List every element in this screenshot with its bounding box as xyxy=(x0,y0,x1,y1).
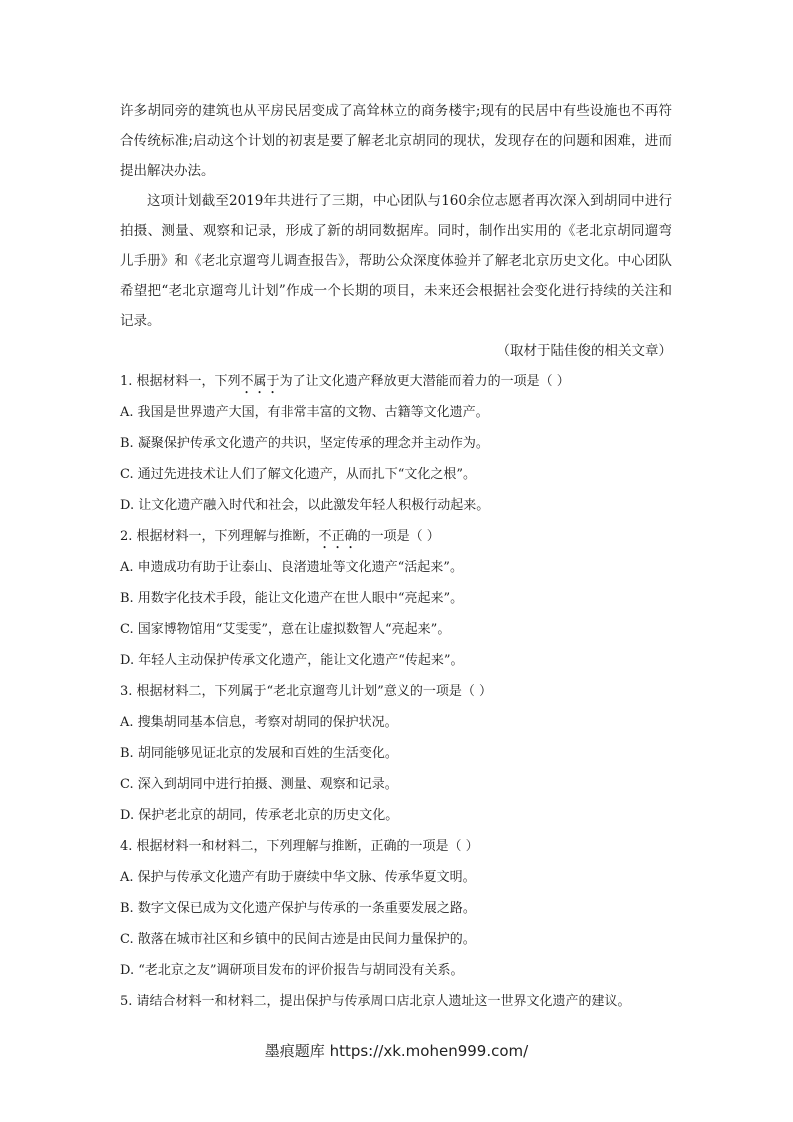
question-3-option-c: C. 深入到胡同中进行拍摄、测量、观察和记录。 xyxy=(120,777,398,792)
question-2-stem: 2. 根据材料一，下列理解与推断，不正确的一项是（ ） xyxy=(120,529,440,544)
question-1-option-b: B. 凝聚保护传承文化遗产的共识，坚定传承的理念并主动作为。 xyxy=(120,436,489,451)
question-3-option-b: B. 胡同能够见证北京的发展和百姓的生活变化。 xyxy=(120,746,398,761)
question-1-stem: 1. 根据材料一，下列不属于为了让文化遗产释放更大潜能而着力的一项是（ ） xyxy=(120,374,570,389)
question-2-option-a: A. 申遗成功有助于让泰山、良渚遗址等文化遗产“活起来”。 xyxy=(120,560,463,575)
watermark-footer: 墨痕题库 https://xk.mohen999.com/ xyxy=(264,1042,529,1060)
emphasis-text: 不属于 xyxy=(240,374,280,389)
question-1-option-a: A. 我国是世界遗产大国，有非常丰富的文物、古籍等文化遗产。 xyxy=(120,405,489,420)
emphasis-text: 不正确 xyxy=(318,529,358,544)
question-4-stem: 4. 根据材料一和材料二，下列理解与推断，正确的一项是（ ） xyxy=(120,839,479,854)
question-3-option-a: A. 搜集胡同基本信息，考察对胡同的保护状况。 xyxy=(120,715,398,730)
source-attribution: （取材于陆佳俊的相关文章） xyxy=(496,343,672,359)
passage-paragraph-2: 这项计划截至2019年共进行了三期，中心团队与160余位志愿者再次深入到胡同中进行拍摄、测量、观察和记录，形成了新的胡同数据库。同时，制作出实用的《老北京胡同遛弯儿手册》和《老北京遛弯儿调查报告》，帮助公众深度体验并了解老北京历史文化。中心团队希望把“老北京遛弯儿计划”作成一个长期的项目，未来还会根据社会变化进行持续的关注和记录。 xyxy=(120,193,672,329)
question-1-option-c: C. 通过先进技术让人们了解文化遗产，从而扎下“文化之根”。 xyxy=(120,467,477,482)
question-2-option-c: C. 国家博物馆用“艾雯雯”，意在让虚拟数智人“亮起来”。 xyxy=(120,622,451,637)
question-3-stem: 3. 根据材料二，下列属于“老北京遛弯儿计划”意义的一项是（ ） xyxy=(120,684,492,699)
document-body xyxy=(120,96,672,1017)
question-4-option-c: C. 散落在城市社区和乡镇中的民间古迹是由民间力量保护的。 xyxy=(120,932,476,947)
passage-paragraph-1: 许多胡同旁的建筑也从平房民居变成了高耸林立的商务楼宇;现有的民居中有些设施也不再符合传统标准;启动这个计划的初衷是要了解老北京胡同的现状，发现存在的问题和困难，进而提出解决办法。 xyxy=(120,103,672,179)
question-4-option-a: A. 保护与传承文化遗产有助于赓续中华文脉、传承华夏文明。 xyxy=(120,870,476,885)
question-3-option-d: D. 保护老北京的胡同，传承老北京的历史文化。 xyxy=(120,808,399,823)
question-4-option-b: B. 数字文保已成为文化遗产保护与传承的一条重要发展之路。 xyxy=(120,901,476,916)
question-2-option-b: B. 用数字化技术手段，能让文化遗产在世人眼中“亮起来”。 xyxy=(120,591,464,606)
question-5-stem: 5. 请结合材料一和材料二，提出保护与传承周口店北京人遗址这一世界文化遗产的建议。 xyxy=(120,994,631,1009)
question-1-option-d: D. 让文化遗产融入时代和社会，以此激发年轻人积极行动起来。 xyxy=(120,498,490,513)
question-2-option-d: D. 年轻人主动保护传承文化遗产，能让文化遗产“传起来”。 xyxy=(120,653,464,668)
question-4-option-d: D. “老北京之友”调研项目发布的评价报告与胡同没有关系。 xyxy=(120,963,464,978)
